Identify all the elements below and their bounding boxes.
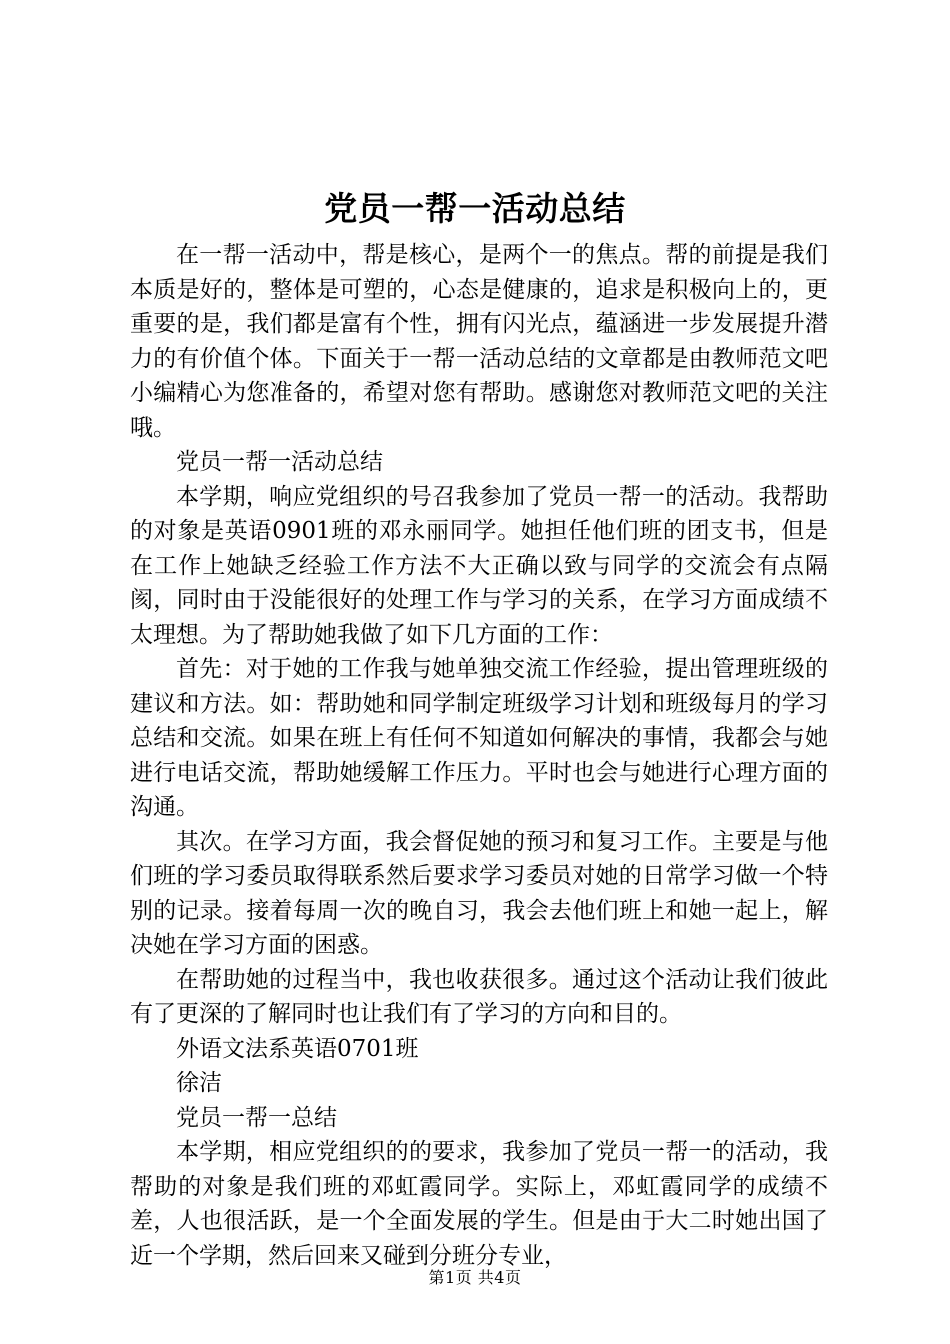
body-paragraph: 其次。在学习方面，我会督促她的预习和复习工作。主要是与他们班的学习委员取得联系然后要求学习委员对她的日常学习做一个特别的记录。接着每周一次的晚自习，我会去他们班上和她一起上，解决她在学习方面的困惑。 [130,828,828,958]
document-body [130,238,828,1273]
body-paragraph: 在帮助她的过程当中，我也收获很多。通过这个活动让我们彼此有了更深的了解同时也让我们有了学习的方向和目的。 [130,966,828,1027]
document-title: 党员一帮一活动总结 [324,189,626,228]
intro-paragraph: 在一帮一活动中，帮是核心，是两个一的焦点。帮的前提是我们本质是好的，整体是可塑的，心态是健康的，追求是积极向上的，更重要的是，我们都是富有个性，拥有闪光点，蕴涵进一步发展提升潜力的有价值个体。下面关于一帮一活动总结的文章都是由教师范文吧小编精心为您准备的，希望对您有帮助。感谢您对教师范文吧的关注哦。 [130,242,828,441]
section-heading: 党员一帮一总结 [176,1104,337,1131]
page-footer: 第1页 共4页 [428,1268,522,1287]
section-heading: 党员一帮一活动总结 [176,449,383,475]
author-department: 外语文法系英语0701班 [176,1035,419,1062]
body-paragraph: 本学期，响应党组织的号召我参加了党员一帮一的活动。我帮助的对象是英语0901班的邓永丽同学。她担任他们班的团支书，但是在工作上她缺乏经验工作方法不大正确以致与同学的交流会有点隔阂，同时由于没能很好的处理工作与学习的关系，在学习方面成绩不太理想。为了帮助她我做了如下几方面的工作： [130,483,828,648]
body-paragraph: 本学期，相应党组织的的要求，我参加了党员一帮一的活动，我帮助的对象是我们班的邓虹霞同学。实际上，邓虹霞同学的成绩不差，人也很活跃，是一个全面发展的学生。但是由于大二时她出国了近一个学期，然后回来又碰到分班分专业， [130,1139,828,1269]
body-paragraph: 首先：对于她的工作我与她单独交流工作经验，提出管理班级的建议和方法。如：帮助她和同学制定班级学习计划和班级每月的学习总结和交流。如果在班上有任何不知道如何解决的事情，我都会与她进行电话交流，帮助她缓解工作压力。平时也会与她进行心理方面的沟通。 [130,656,828,820]
author-name: 徐洁 [176,1070,222,1096]
